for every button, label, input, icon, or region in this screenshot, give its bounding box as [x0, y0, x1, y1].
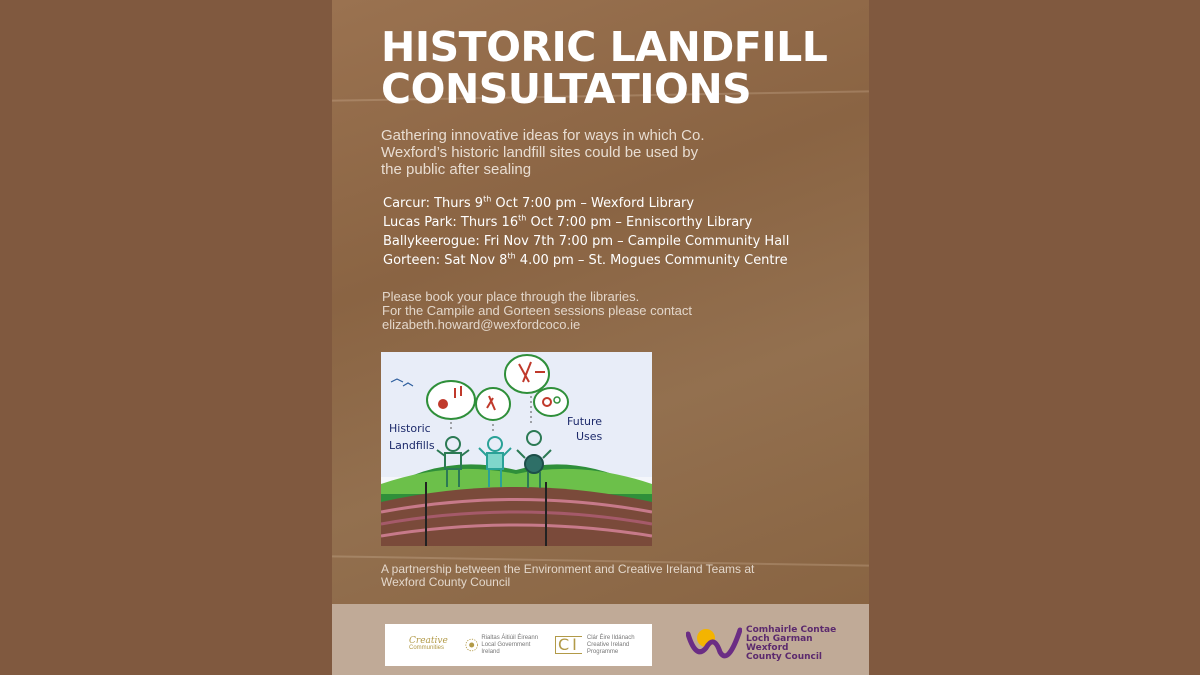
harp-emblem-icon	[465, 637, 478, 653]
session-item: Lucas Park: Thurs 16th Oct 7:00 pm – Enniscorthy Library	[383, 213, 753, 230]
council-name: Comhairle Contae Loch Garman Wexford County Council	[746, 625, 837, 662]
session-item: Ballykeerogue: Fri Nov 7th 7:00 pm – Campile Community Hall	[383, 234, 790, 249]
booking-line: Please book your place through the libraries.	[382, 289, 640, 304]
booking-line: For the Campile and Gorteen sessions please contact	[382, 303, 693, 318]
council-emblem-icon	[686, 626, 742, 662]
partnership-note	[381, 563, 754, 589]
label-landfills: Landfills	[389, 439, 435, 452]
subtitle-line: the public after sealing	[381, 161, 532, 178]
footer-band	[332, 604, 869, 675]
illustration-svg	[381, 352, 652, 546]
partnership-line: A partnership between the Environment and Creative Ireland Teams at	[381, 562, 755, 576]
creative-communities-logo: Creative Communities	[409, 636, 448, 651]
label-future: Future	[567, 415, 603, 428]
subtitle-line: Gathering innovative ideas for ways in which Co.	[381, 127, 705, 144]
wexford-county-council-logo	[686, 626, 836, 662]
poster-title	[381, 23, 828, 113]
consultation-poster	[332, 0, 869, 675]
label-uses: Uses	[576, 430, 603, 443]
partner-logos	[385, 624, 652, 666]
label-historic: Historic	[389, 422, 431, 435]
title-line: CONSULTATIONS	[381, 65, 752, 113]
booking-info	[382, 290, 692, 332]
poster-subtitle	[381, 127, 821, 178]
creative-ireland-logo: CI Clár Éire Ildánach Creative Ireland Programme	[555, 635, 635, 656]
title-line: HISTORIC LANDFILL	[381, 23, 828, 71]
partnership-line: Wexford County Council	[381, 575, 511, 589]
subtitle-line: Wexford’s historic landfill sites could be used by	[381, 144, 699, 161]
local-government-logo: Rialtas Áitiúil Éireann Local Government Ireland	[465, 635, 539, 656]
ci-mark: CI	[555, 636, 582, 654]
landfill-illustration	[381, 352, 652, 546]
session-item: Gorteen: Sat Nov 8th 4.00 pm – St. Mogues Community Centre	[383, 251, 788, 268]
session-item: Carcur: Thurs 9th Oct 7:00 pm – Wexford Library	[383, 194, 695, 211]
session-list	[383, 194, 789, 270]
contact-email[interactable]: elizabeth.howard@wexfordcoco.ie	[382, 317, 581, 332]
